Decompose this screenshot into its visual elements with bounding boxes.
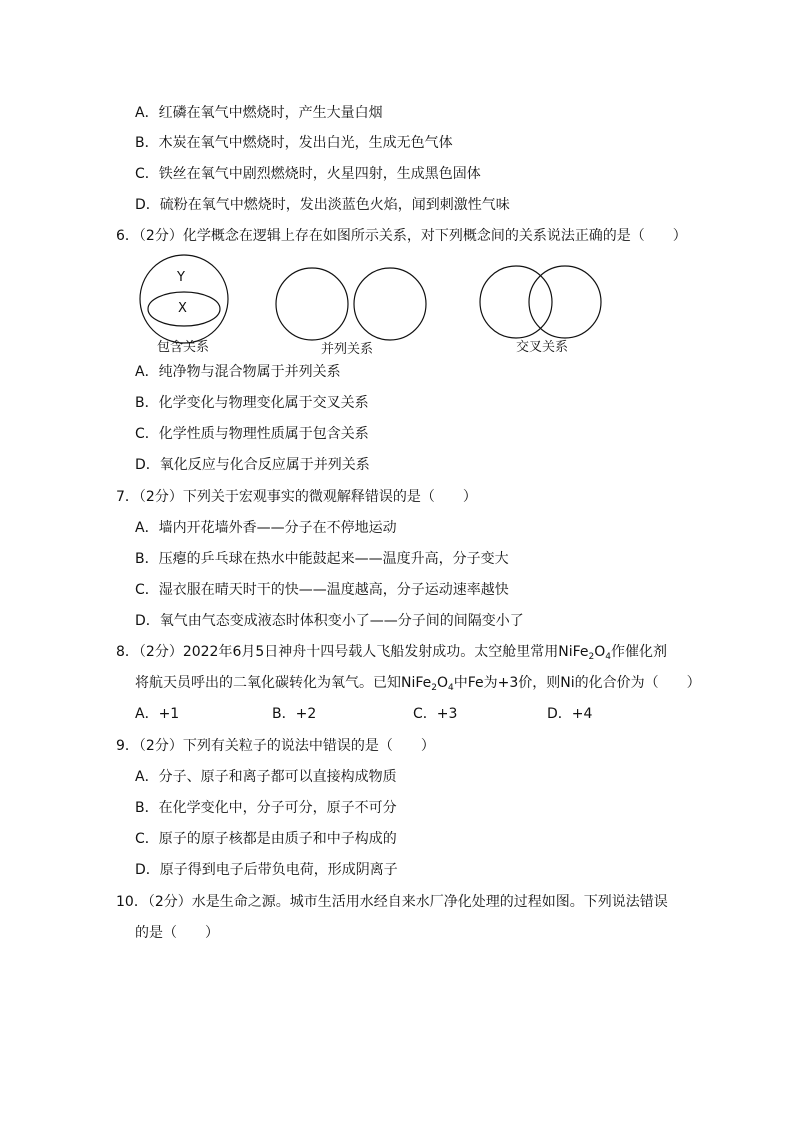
q8-line2-text-b: O — [437, 675, 449, 691]
parallel-left-circle — [276, 268, 348, 340]
q8-options-row — [0, 704, 794, 724]
q9-option-a: A．分子、原子和离子都可以直接构成物质 — [135, 769, 397, 785]
q6-option-a: A．纯净物与混合物属于并列关系 — [135, 364, 341, 380]
q7-option-d: D．氧气由气态变成液态时体积变小了——分子间的间隔变小了 — [135, 613, 524, 629]
q6-option-c: C．化学性质与物理性质属于包含关系 — [135, 426, 369, 442]
q5-option-c: C．铁丝在氧气中剧烈燃烧时，火星四射，生成黑色固体 — [135, 166, 481, 182]
q8-line2-text-c: 中Fe为+3价，则Ni的化合价为（ ） — [453, 675, 701, 691]
q8-line2-sub1: 2 — [431, 683, 437, 693]
q10-stem-line2: 的是（ ） — [135, 925, 219, 941]
containment-outer-circle — [140, 255, 228, 343]
q8-option-d: D．+4 — [547, 706, 593, 722]
q10-stem-line1: 10．（2分）水是生命之源。城市生活用水经自来水厂净化处理的过程如图。下列说法错误 — [116, 894, 668, 910]
q5-option-b: B．木炭在氧气中燃烧时，发出白光，生成无色气体 — [135, 135, 453, 151]
caption-parallel: 并列关系 — [321, 342, 374, 357]
cross-right-circle — [529, 266, 601, 338]
q8-option-b: B．+2 — [272, 706, 317, 722]
cross-left-circle — [480, 266, 552, 338]
q8-line1-text-c: 作催化剂 — [611, 644, 668, 660]
q9-option-d: D．原子得到电子后带负电荷，形成阴离子 — [135, 862, 398, 878]
q9-stem: 9．（2分）下列有关粒子的说法中错误的是（ ） — [116, 738, 435, 754]
caption-contain: 包含关系 — [157, 340, 210, 355]
q7-option-a: A．墙内开花墙外香——分子在不停地运动 — [135, 520, 397, 536]
q6-option-d: D．氧化反应与化合反应属于并列关系 — [135, 457, 370, 473]
q6-stem: 6．（2分）化学概念在逻辑上存在如图所示关系，对下列概念间的关系说法正确的是（ ） — [116, 228, 687, 244]
q8-stem-line2 — [135, 673, 701, 693]
q8-option-a: A．+1 — [135, 706, 180, 722]
q8-option-c: C．+3 — [413, 706, 458, 722]
q6-option-b: B．化学变化与物理变化属于交叉关系 — [135, 395, 369, 411]
q8-line2-text-a: 将航天员呼出的二氧化碳转化为氧气。已知NiFe — [135, 675, 432, 691]
q6-relationship-diagram — [130, 250, 620, 362]
q7-option-c: C．湿衣服在晴天时干的快——温度越高，分子运动速率越快 — [135, 582, 509, 598]
q8-line1-sub2: 4 — [605, 652, 612, 662]
q8-line1-text-b: O — [594, 644, 606, 660]
q8-line1-sub1: 2 — [588, 652, 595, 662]
q9-option-c: C．原子的原子核都是由质子和中子构成的 — [135, 831, 397, 847]
q7-stem: 7．（2分）下列关于宏观事实的微观解释错误的是（ ） — [116, 489, 477, 505]
parallel-right-circle — [354, 268, 426, 340]
q8-line1-text-a: 8．（2分）2022年6月5日神舟十四号载人飞船发射成功。太空舱里常用NiFe — [116, 644, 589, 660]
q8-line2-sub2: 4 — [448, 683, 454, 693]
label-x: X — [178, 301, 187, 316]
q9-option-b: B．在化学变化中，分子可分，原子不可分 — [135, 800, 397, 816]
label-y: Y — [177, 270, 185, 285]
q7-option-b: B．压瘪的乒乓球在热水中能鼓起来——温度升高，分子变大 — [135, 551, 509, 567]
q8-stem-line1 — [116, 642, 667, 662]
q5-option-d: D．硫粉在氧气中燃烧时，发出淡蓝色火焰，闻到刺激性气味 — [135, 197, 510, 213]
caption-cross: 交叉关系 — [516, 340, 569, 355]
q5-option-a: A．红磷在氧气中燃烧时，产生大量白烟 — [135, 105, 383, 121]
